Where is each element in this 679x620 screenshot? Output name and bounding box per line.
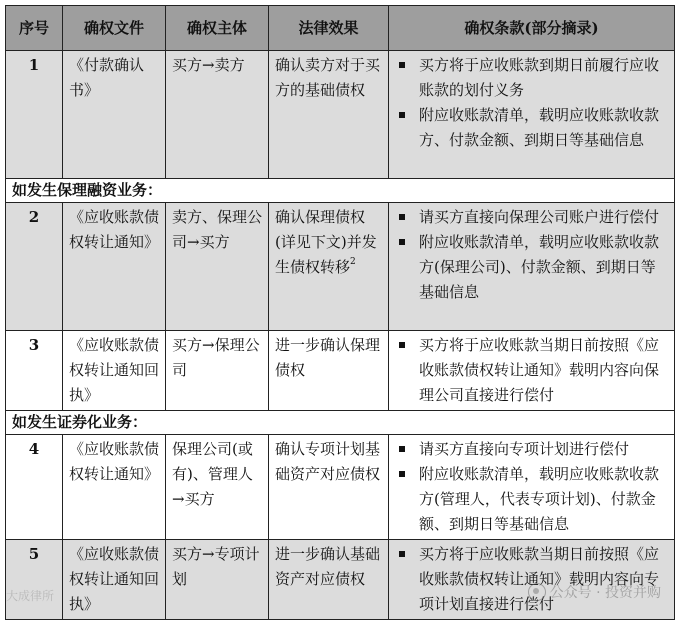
row-effect-text: 确认卖方对于买方的基础债权 xyxy=(275,56,381,99)
row-number: 5 xyxy=(6,540,63,620)
table-row xyxy=(6,331,675,411)
table-row xyxy=(6,435,675,540)
term-item xyxy=(395,333,668,408)
table-header-row xyxy=(6,6,675,51)
wechat-icon xyxy=(528,583,546,601)
row-subject: 保理公司(或有)、管理人→买方 xyxy=(166,435,269,540)
corner-watermark: 大成律所 xyxy=(6,589,55,603)
term-item xyxy=(395,103,668,153)
section-label: 如发生保理融资业务： xyxy=(6,179,675,203)
section-label: 如发生证券化业务： xyxy=(6,411,675,435)
bullet-icon xyxy=(399,551,405,557)
row-effect xyxy=(269,331,389,411)
row-subject: 买方→保理公司 xyxy=(166,331,269,411)
row-subject: 买方→卖方 xyxy=(166,51,269,179)
row-number: 2 xyxy=(6,203,63,331)
bullet-icon xyxy=(399,239,405,245)
watermark-text: 公众号 · 投资并购 xyxy=(549,585,661,601)
term-text: 附应收账款清单，载明应收账款收款方(保理公司)、付款金额、到期日等基础信息 xyxy=(419,233,660,301)
row-document: 《应收账款债权转让通知回执》 xyxy=(63,331,166,411)
term-item xyxy=(395,542,668,617)
term-text: 买方将于应收账款当期日前按照《应收账款债权转让通知》载明内容向保理公司直接进行偿付 xyxy=(419,336,660,404)
row-number: 4 xyxy=(6,435,63,540)
footnote-marker: 2 xyxy=(350,257,356,267)
header-legal-effect: 法律效果 xyxy=(269,6,389,51)
row-effect-text: 进一步确认保理债权 xyxy=(275,336,381,379)
term-text: 请买方直接向专项计划进行偿付 xyxy=(419,440,630,458)
row-subject: 卖方、保理公司→买方 xyxy=(166,203,269,331)
section-row xyxy=(6,411,675,435)
row-effect-text: 确认保理债权(详见下文)并发生债权转移 xyxy=(275,208,377,276)
bullet-icon xyxy=(399,112,405,118)
row-effect-text: 确认专项计划基础资产对应债权 xyxy=(275,440,381,483)
term-item xyxy=(395,230,668,305)
row-effect xyxy=(269,51,389,179)
row-terms xyxy=(389,540,675,620)
confirmation-documents-table xyxy=(5,5,675,620)
wechat-watermark xyxy=(528,582,661,602)
term-item xyxy=(395,205,668,230)
row-effect xyxy=(269,540,389,620)
term-text: 附应收账款清单，载明应收账款收款方(管理人，代表专项计划)、付款金额、到期日等基础信息 xyxy=(419,465,660,533)
row-terms xyxy=(389,51,675,179)
term-text: 请买方直接向保理公司账户进行偿付 xyxy=(419,208,660,226)
bullet-icon xyxy=(399,446,405,452)
header-terms: 确权条款(部分摘录) xyxy=(389,6,675,51)
bullet-icon xyxy=(399,214,405,220)
row-document: 《付款确认书》 xyxy=(63,51,166,179)
row-effect xyxy=(269,203,389,331)
row-effect xyxy=(269,435,389,540)
row-terms xyxy=(389,435,675,540)
table-row xyxy=(6,540,675,620)
row-terms xyxy=(389,331,675,411)
table-row xyxy=(6,203,675,331)
bullet-icon xyxy=(399,342,405,348)
term-text: 买方将于应收账款到期日前履行应收账款的划付义务 xyxy=(419,56,660,99)
row-document: 《应收账款债权转让通知回执》 xyxy=(63,540,166,620)
row-number: 3 xyxy=(6,331,63,411)
header-subject: 确权主体 xyxy=(166,6,269,51)
row-effect-text: 进一步确认基础资产对应债权 xyxy=(275,545,381,588)
row-subject: 买方→专项计划 xyxy=(166,540,269,620)
bullet-icon xyxy=(399,62,405,68)
header-document: 确权文件 xyxy=(63,6,166,51)
header-seq: 序号 xyxy=(6,6,63,51)
row-number: 1 xyxy=(6,51,63,179)
term-item xyxy=(395,437,668,462)
term-text: 买方将于应收账款当期日前按照《应收账款债权转让通知》载明内容向专项计划直接进行偿付 xyxy=(419,545,660,613)
table-row xyxy=(6,51,675,179)
row-document: 《应收账款债权转让通知》 xyxy=(63,435,166,540)
term-item xyxy=(395,53,668,103)
section-row xyxy=(6,179,675,203)
bullet-icon xyxy=(399,471,405,477)
row-document: 《应收账款债权转让通知》 xyxy=(63,203,166,331)
row-terms xyxy=(389,203,675,331)
term-text: 附应收账款清单，载明应收账款收款方、付款金额、到期日等基础信息 xyxy=(419,106,660,149)
term-item xyxy=(395,462,668,537)
